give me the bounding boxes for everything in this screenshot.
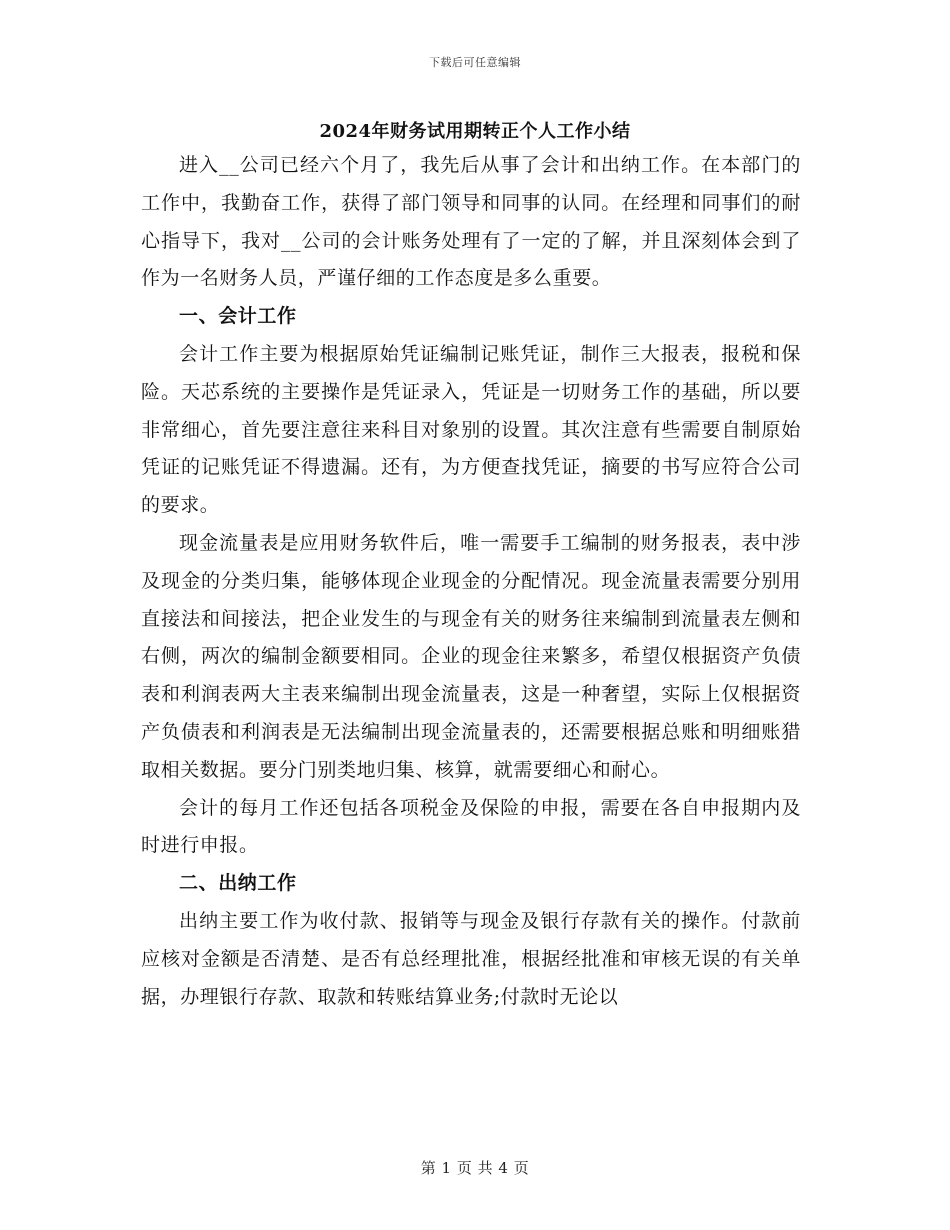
page-footer: 第 1 页 共 4 页 — [420, 1159, 530, 1177]
document-body — [141, 147, 801, 1016]
document-title: 2024年财务试用期转正个人工作小结 — [319, 121, 631, 142]
section-heading-cashier: 二、出纳工作 — [179, 872, 297, 895]
header-note: 下载后可任意编辑 — [429, 56, 521, 69]
section-heading-accounting: 一、会计工作 — [179, 305, 297, 328]
accounting-paragraph-3: 会计的每月工作还包括各项税金及保险的申报，需要在各自申报期内及时进行申报。 — [141, 796, 801, 857]
cashier-paragraph-1: 出纳主要工作为收付款、报销等与现金及银行存款有关的操作。付款前应核对金额是否清楚、是否有总经理批准，根据经批准和审核无误的有关单据，办理银行存款、取款和转账结算业务;付款时无论以 — [141, 909, 801, 1008]
accounting-paragraph-2: 现金流量表是应用财务软件后，唯一需要手工编制的财务报表，表中涉及现金的分类归集，能够体现企业现金的分配情况。现金流量表需要分别用直接法和间接法，把企业发生的与现金有关的财务往来编制到流量表左侧和右侧，两次的编制金额要相同。企业的现金往来繁多，希望仅根据资产负债表和利润表两大主表来编制出现金流量表，这是一种奢望，实际上仅根据资产负债表和利润表是无法编制出现金流量表的，还需要根据总账和明细账猎取相关数据。要分门别类地归集、核算，就需要细心和耐心。 — [141, 531, 801, 781]
intro-paragraph: 进入__公司已经六个月了，我先后从事了会计和出纳工作。在本部门的工作中，我勤奋工作，获得了部门领导和同事的认同。在经理和同事们的耐心指导下，我对__公司的会计账务处理有了一定的了解，并且深刻体会到了作为一名财务人员，严谨仔细的工作态度是多么重要。 — [141, 154, 801, 290]
accounting-paragraph-1: 会计工作主要为根据原始凭证编制记账凭证，制作三大报表，报税和保险。天芯系统的主要操作是凭证录入，凭证是一切财务工作的基础，所以要非常细心，首先要注意往来科目对象别的设置。其次注意有些需要自制原始凭证的记账凭证不得遗漏。还有，为方便查找凭证，摘要的书写应符合公司的要求。 — [141, 342, 801, 517]
